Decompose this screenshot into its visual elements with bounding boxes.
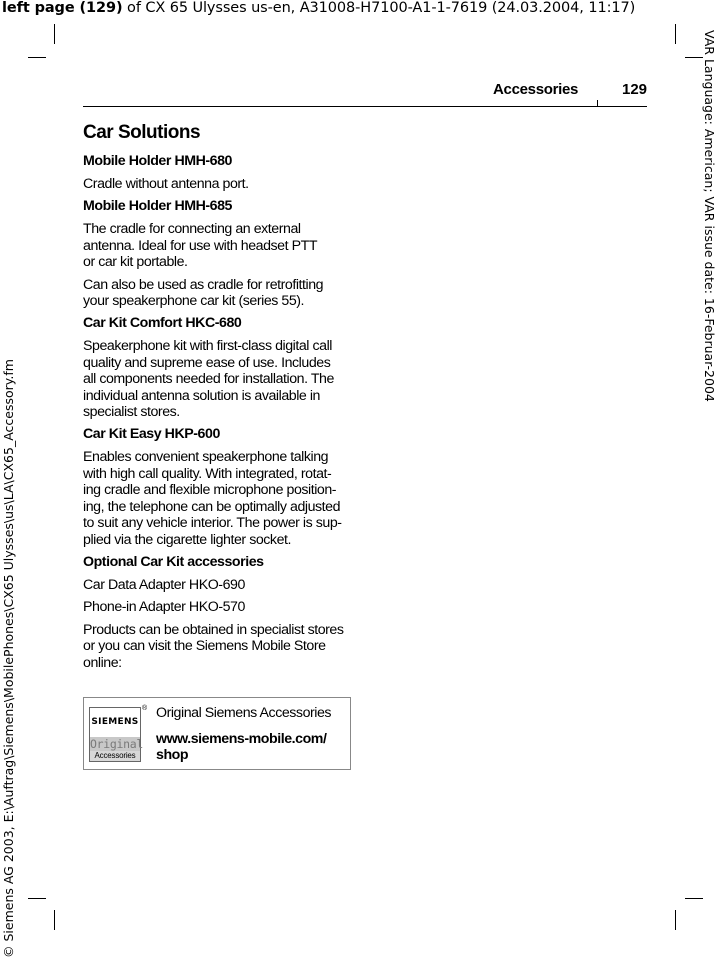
- text-holder-685-a: The cradle for connecting an external antenna. Ideal for use with headset PTT or car kit portable.: [83, 221, 318, 271]
- header-rule-tick: [597, 100, 598, 106]
- var-language-note: VAR Language: American; VAR issue date: 16-Februar-2004: [702, 30, 717, 402]
- text-car-kit-easy: Enables convenient speakerphone talking with high call quality. With integrated, rotat- ing cradle and flexible microphone position- ing, the telephone can be optimally adjusted to suit any vehicle interior. The power is sup- plied via the cigarette lighter socket.: [83, 449, 342, 548]
- crop-mark-tr-h: [685, 57, 703, 58]
- siemens-original-accessories-logo: [89, 707, 141, 762]
- main-column: [83, 122, 353, 677]
- logo-original: Original: [90, 737, 143, 751]
- heading-holder-680: Mobile Holder HMH-680: [83, 153, 232, 169]
- logo-brand: SIEMENS: [91, 717, 139, 727]
- item-phone-in-adapter: Phone-in Adapter HKO-570: [83, 599, 245, 616]
- item-car-data-adapter: Car Data Adapter HKO-690: [83, 576, 245, 593]
- crop-mark-br-v: [675, 910, 676, 930]
- heading-holder-685: Mobile Holder HMH-685: [83, 198, 232, 215]
- crop-mark-tr-v: [675, 24, 676, 44]
- store-url-link[interactable]: www.siemens-mobile.com/ shop: [156, 731, 327, 763]
- document-meta-line: [2, 0, 635, 16]
- text-holder-680: Cradle without antenna port.: [83, 176, 249, 192]
- crop-mark-br-h: [685, 898, 703, 899]
- logo-accessories: Accessories: [90, 751, 140, 761]
- crop-mark-tl-v: [54, 24, 55, 44]
- crop-mark-bl-h: [28, 898, 46, 899]
- registered-mark: ®: [142, 705, 148, 712]
- page-number: 129: [622, 81, 648, 98]
- crop-mark-tl-h: [28, 57, 46, 58]
- header-rule: [83, 106, 647, 107]
- text-holder-685-b: Can also be used as cradle for retrofitting your speakerphone car kit (series 55).: [83, 276, 324, 310]
- text-products-availability: Products can be obtained in specialist stores or you can visit the Siemens Mobile Store online:: [83, 621, 344, 671]
- box-title: Original Siemens Accessories: [156, 705, 332, 721]
- meta-page-label: left page (129): [2, 0, 123, 16]
- heading-car-kit-easy: Car Kit Easy HKP-600: [83, 426, 220, 443]
- heading-car-kit-comfort: Car Kit Comfort HKC-680: [83, 315, 242, 332]
- meta-details: of CX 65 Ulysses us-en, A31008-H7100-A1-1-7619 (24.03.2004, 11:17): [122, 0, 636, 16]
- heading-optional-accessories: Optional Car Kit accessories: [83, 553, 264, 570]
- text-car-kit-comfort: Speakerphone kit with first-class digital call quality and supreme ease of use. Includes all components needed for installation. The individual antenna solution is available in specialist stores.: [83, 338, 334, 421]
- crop-mark-bl-v: [54, 910, 55, 930]
- running-header-section: Accessories: [493, 81, 579, 98]
- copyright-filepath: © Siemens AG 2003, E:\Auftrag\Siemens\MobilePhones\CX65 Ulysses\us\LA\CX65_Accessory.fm: [1, 359, 16, 958]
- original-accessories-box: [83, 697, 351, 770]
- section-title: Car Solutions: [83, 122, 201, 143]
